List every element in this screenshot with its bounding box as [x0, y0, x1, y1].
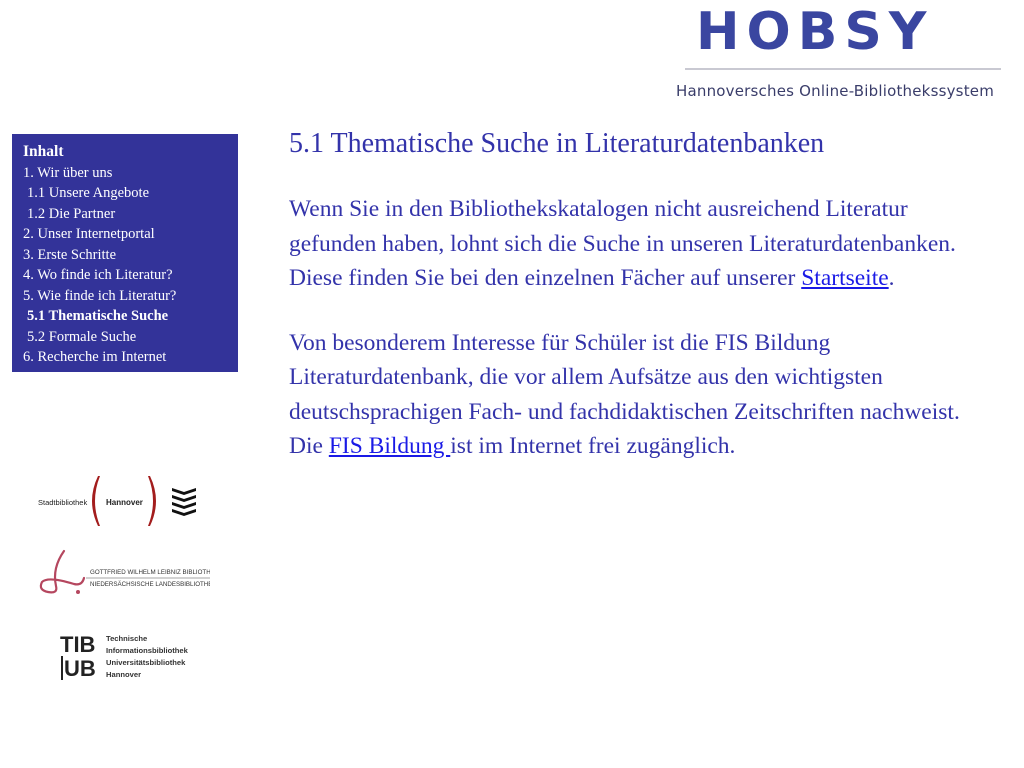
- paragraph-fis-end: ist im Internet frei zugänglich.: [450, 433, 736, 460]
- fis-bildung-link[interactable]: FIS Bildung: [328, 433, 451, 460]
- nav-item-internetportal[interactable]: 2. Unser Internetportal: [23, 226, 155, 242]
- tib-line-universitaetsbibliothek: Universitätsbibliothek: [106, 658, 186, 667]
- nav-item-unsere-angebote[interactable]: 1.1 Unsere Angebote: [27, 185, 150, 201]
- nav-item-thematische-suche[interactable]: 5.1 Thematische Suche: [27, 308, 169, 324]
- tib-line-hannover: Hannover: [106, 670, 142, 679]
- nav-item-wir-ueber-uns[interactable]: 1. Wir über uns: [23, 164, 113, 181]
- logo-wordmark: HOBSY: [696, 2, 934, 62]
- tib-ub-logo: [60, 630, 210, 682]
- leibniz-logo-graphic: [34, 548, 210, 602]
- leibniz-line2: NIEDERSÄCHSISCHE LANDESBIBLIOTHEK: [90, 581, 210, 588]
- tib-mark: TIB: [60, 632, 96, 657]
- nav-item-formale-suche[interactable]: 5.2 Formale Suche: [27, 328, 137, 345]
- stadtbibliothek-left-text: Stadtbibliothek: [38, 498, 88, 507]
- hobsy-logo: [676, 2, 1010, 106]
- stadtbibliothek-logo: [38, 476, 208, 526]
- tib-ub-logo-graphic: [60, 630, 210, 682]
- stadtbibliothek-right-text: Hannover: [106, 498, 143, 507]
- nav-item-wie-finde-literatur[interactable]: 5. Wie finde ich Literatur?: [23, 287, 177, 304]
- tib-line-informationsbibliothek: Informationsbibliothek: [106, 646, 188, 655]
- paragraph-intro-text: Wenn Sie in den Bibliothekskatalogen nicht ausreichend Literatur gefunden haben, lohnt sich die Suche in unseren Literaturdatenbanken. Diese finden Sie bei den einzelnen Fächer auf unserer: [289, 196, 956, 292]
- stadtbibliothek-logo-graphic: [38, 476, 208, 526]
- paragraph-fis-text: Von besonderem Interesse für Schüler ist die FIS Bildung Literaturdatenbank, die vor allem Aufsätze aus den wichtigsten deutschsprachigen Fach- und fachdidaktischen Zeitschriften nachweist. Die: [289, 329, 960, 460]
- contents-nav: [12, 134, 238, 372]
- logo-subtitle: Hannoversches Online-Bibliothekssystem: [676, 82, 995, 100]
- paragraph-intro: [289, 192, 989, 296]
- nav-item-erste-schritte[interactable]: 3. Erste Schritte: [23, 246, 117, 263]
- tib-line-technische: Technische: [106, 634, 148, 643]
- paragraph-fis: [289, 326, 989, 464]
- paragraph-intro-end: .: [888, 265, 895, 292]
- main-content: [289, 126, 989, 494]
- logo-divider: [685, 68, 1001, 70]
- leibniz-line1: GOTTFRIED WILHELM LEIBNIZ BIBLIOTHEK: [90, 569, 210, 576]
- nav-title: Inhalt: [23, 143, 64, 160]
- ub-mark: UB: [64, 656, 96, 681]
- nav-item-wo-finde-literatur[interactable]: 4. Wo finde ich Literatur?: [23, 267, 173, 283]
- leibniz-bibliothek-logo: [34, 548, 210, 602]
- nav-item-recherche-internet[interactable]: 6. Recherche im Internet: [23, 349, 167, 365]
- nav-item-die-partner[interactable]: 1.2 Die Partner: [27, 205, 116, 222]
- page-title: 5.1 Thematische Suche in Literaturdatenbanken: [289, 128, 825, 159]
- startseite-link[interactable]: Startseite: [801, 265, 889, 292]
